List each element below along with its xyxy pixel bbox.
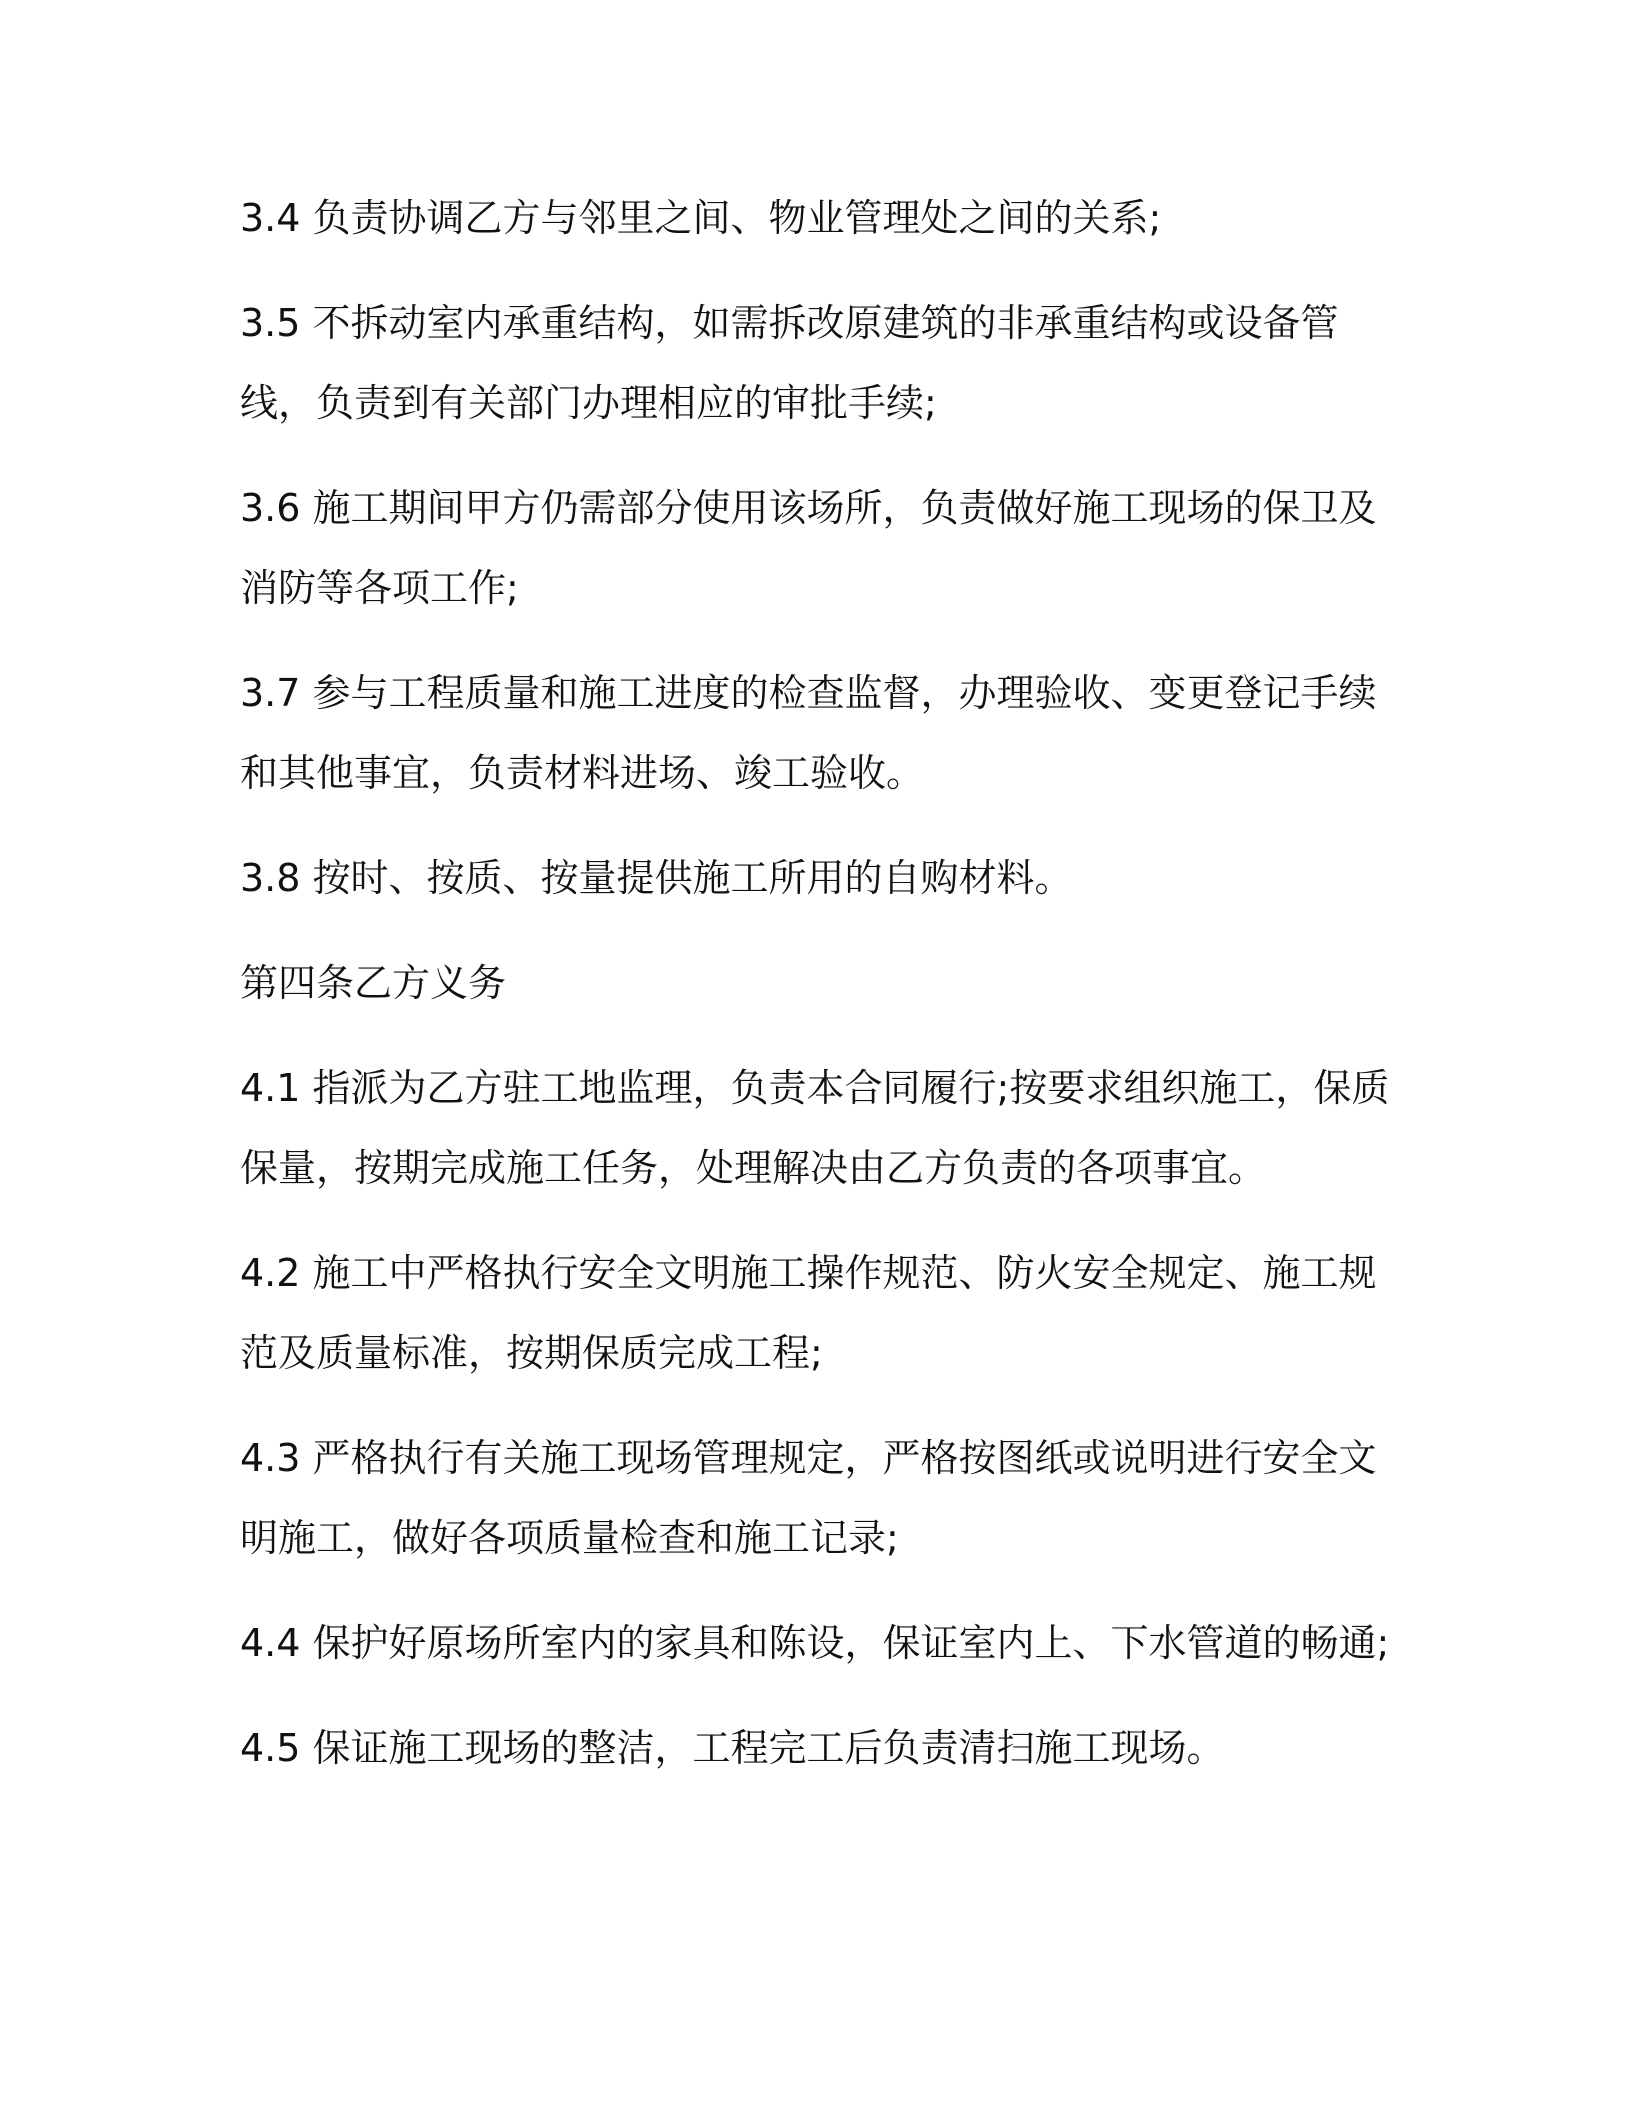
clause-4-4: 4.4 保护好原场所室内的家具和陈设，保证室内上、下水管道的畅通; (240, 1621, 1390, 1665)
clause-3-6: 3.6 施工期间甲方仍需部分使用该场所，负责做好施工现场的保卫及消防等各项工作; (240, 486, 1377, 610)
document-body (240, 178, 1400, 1813)
clause-4-5: 4.5 保证施工现场的整洁，工程完工后负责清扫施工现场。 (240, 1726, 1225, 1770)
clause-3-4: 3.4 负责协调乙方与邻里之间、物业管理处之间的关系; (240, 196, 1162, 240)
clause-4-3: 4.3 严格执行有关施工现场管理规定，严格按图纸或说明进行安全文明施工，做好各项质量检查和施工记录; (240, 1436, 1377, 1560)
clause-3-7: 3.7 参与工程质量和施工进度的检查监督，办理验收、变更登记手续和其他事宜，负责材料进场、竣工验收。 (240, 671, 1377, 795)
article-4-heading: 第四条乙方义务 (240, 961, 507, 1005)
clause-3-5: 3.5 不拆动室内承重结构，如需拆改原建筑的非承重结构或设备管线，负责到有关部门办理相应的审批手续; (240, 301, 1339, 425)
clause-4-2: 4.2 施工中严格执行安全文明施工操作规范、防火安全规定、施工规范及质量标准，按期保质完成工程; (240, 1251, 1377, 1375)
clause-3-8: 3.8 按时、按质、按量提供施工所用的自购材料。 (240, 856, 1073, 900)
clause-4-1: 4.1 指派为乙方驻工地监理，负责本合同履行;按要求组织施工，保质保量，按期完成施工任务，处理解决由乙方负责的各项事宜。 (240, 1066, 1390, 1190)
